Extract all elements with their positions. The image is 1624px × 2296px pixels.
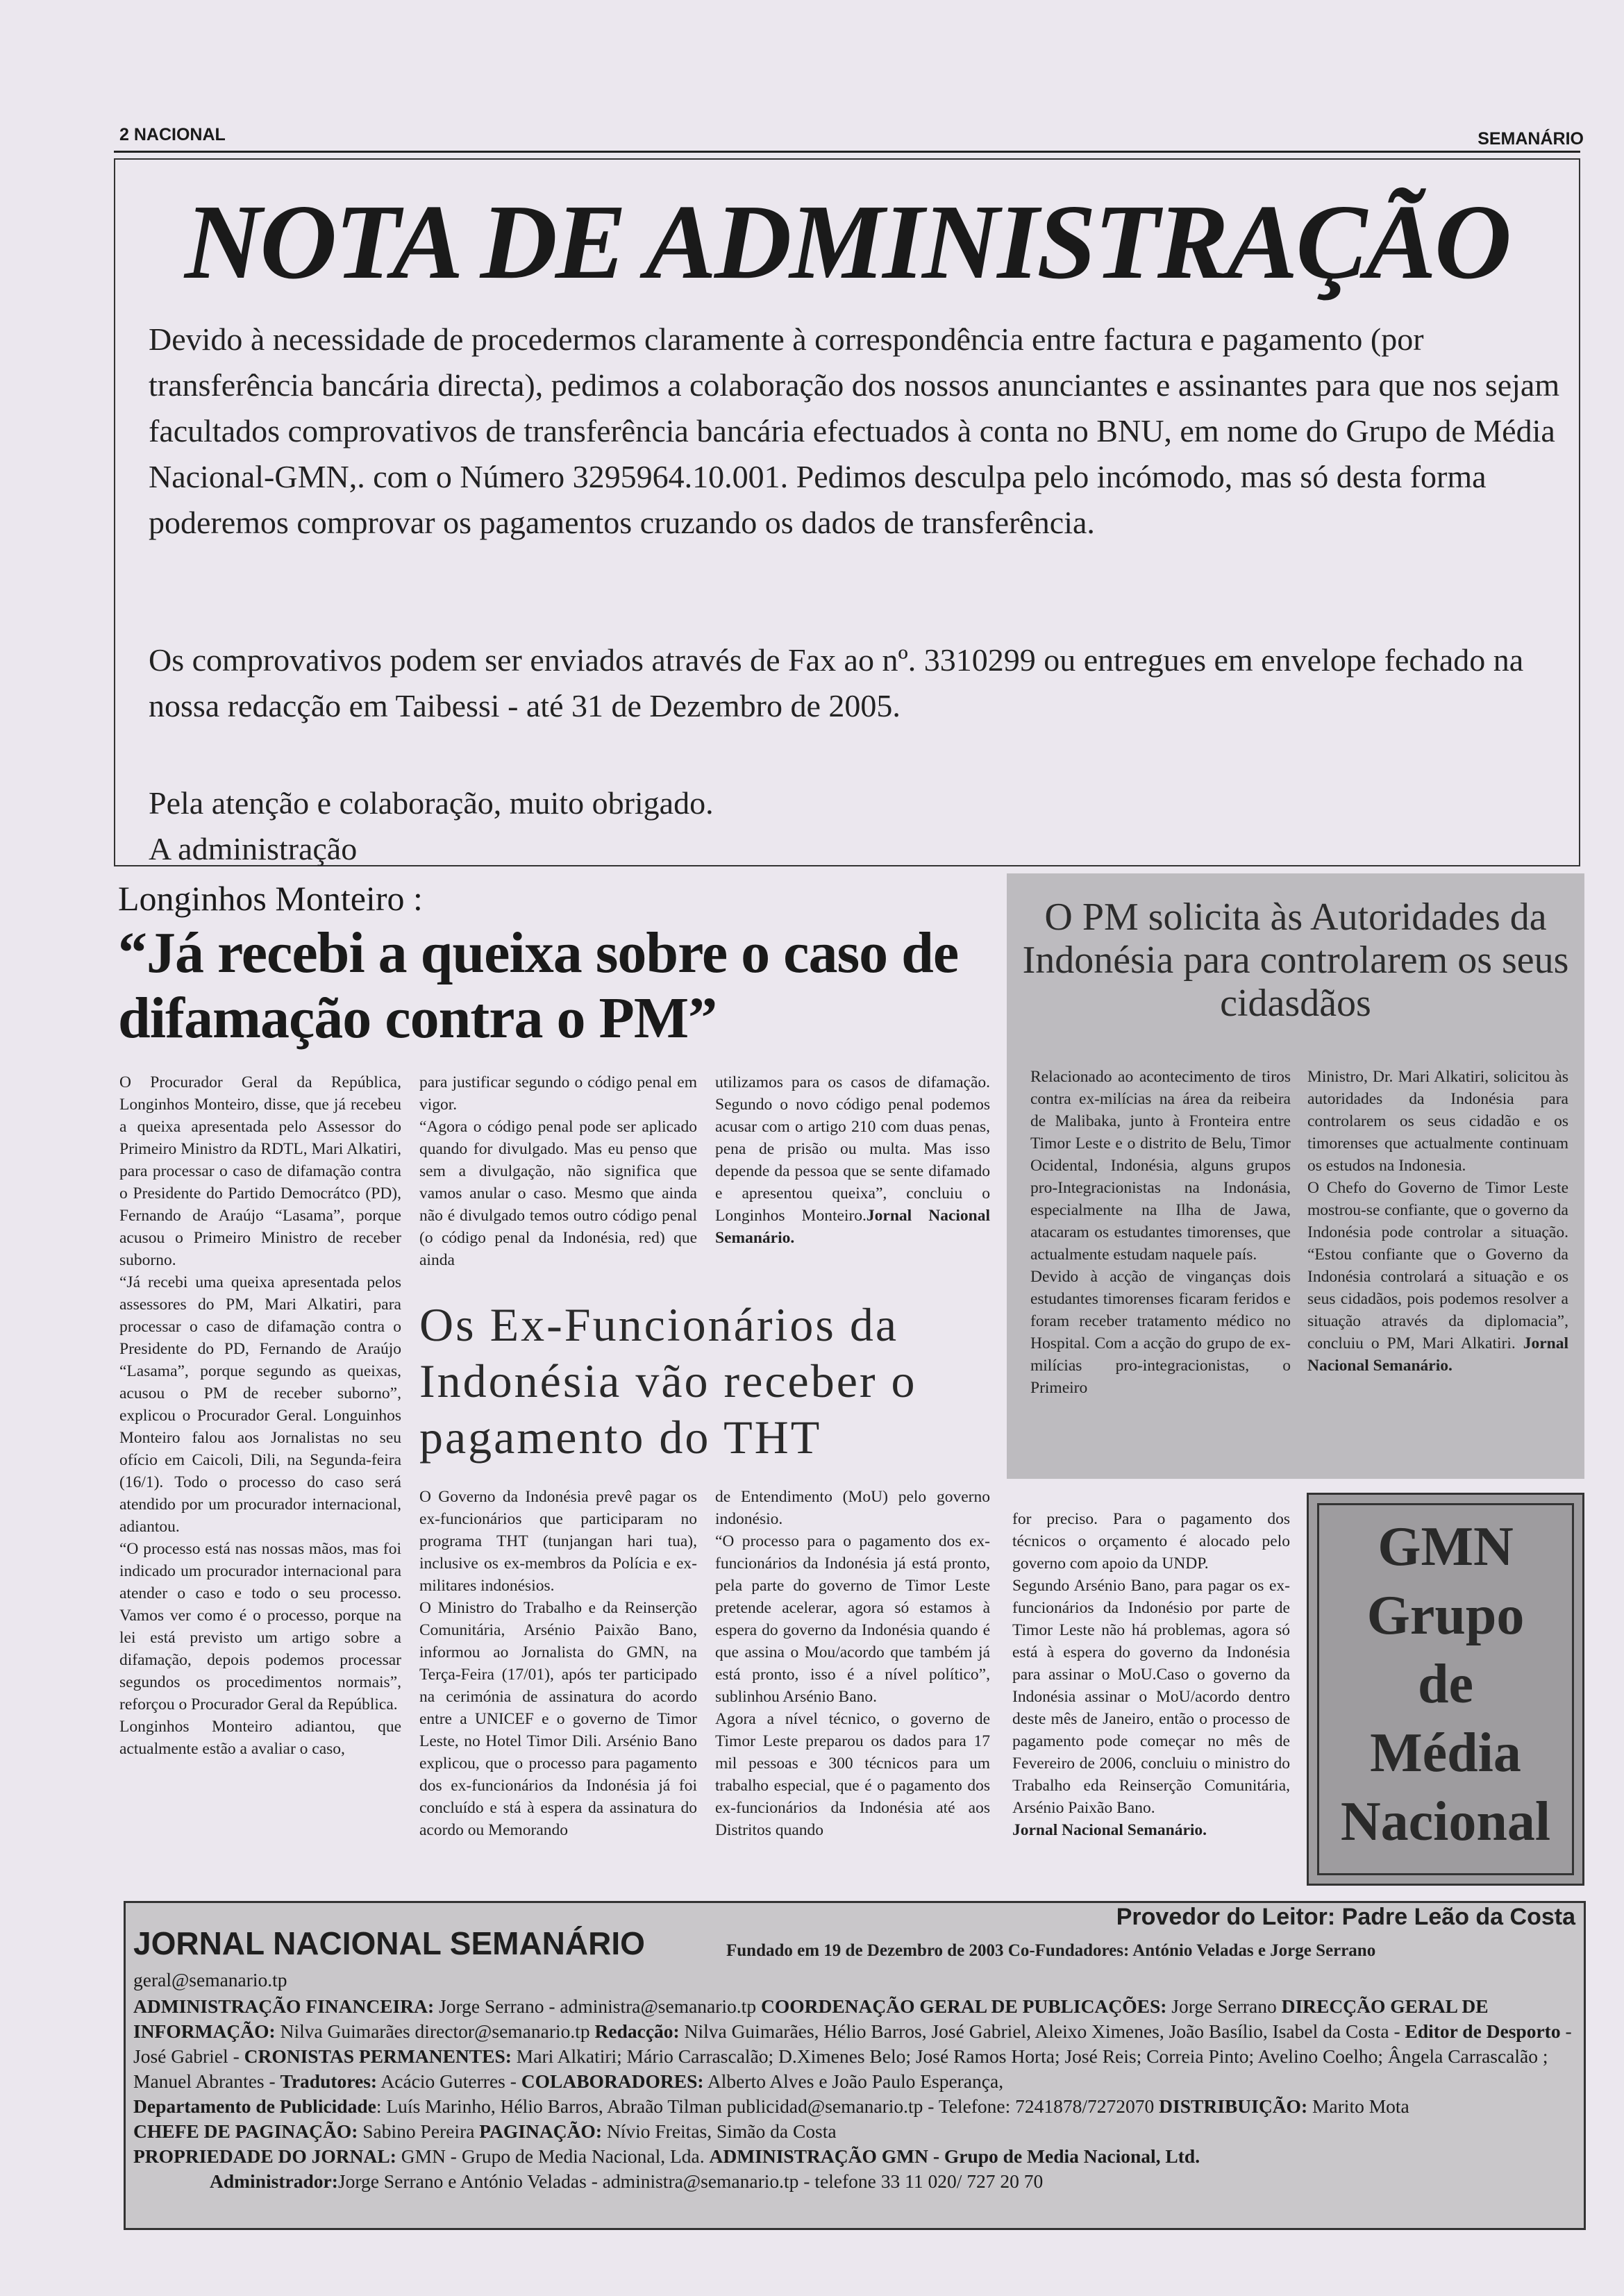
credit-label: COLABORADORES: xyxy=(521,2070,704,2092)
masthead-credits xyxy=(133,1994,1572,2194)
article-2-column-1 xyxy=(419,1486,697,1841)
article-1-paragraph: “Agora o código penal pode ser aplicado quando for divulgado. Mas eu penso que sem a divulgação, não significa que vamos anular o caso. Mesmo que ainda não é divulgado temos outro código penal (o código penal da Indonésia, red) que ainda xyxy=(419,1118,697,1269)
article-1-headline: “Já recebi a queixa sobre o caso de difamação contra o PM” xyxy=(118,921,959,1050)
article-2-paragraph: Segundo Arsénio Bano, para pagar os ex-funcionários da Indonésio por parte de Timor Leste não há problemas, agora só está à espera do governo da Indonésia para assinar o MoU.Caso o governo da Indonésia assinar o MoU/acordo dentro deste mês de Janeiro, então o processo de pagamento pode começar no mês de Fevereiro de 2006, concluiu o ministro do Trabalho eda Reinserção Comunitária, Arsénio Paixão Bano. xyxy=(1012,1577,1290,1817)
credit-label: CHEFE DE PAGINAÇÃO: xyxy=(133,2120,358,2142)
credit-label: ADMINISTRAÇÃO GMN - Grupo de Media Nacional, Ltd. xyxy=(709,2145,1200,2167)
credit-value: GMN - Grupo de Media Nacional, Lda. xyxy=(396,2145,710,2167)
gmn-logo-line: Grupo xyxy=(1366,1585,1525,1646)
article-2-paragraph: “O processo para o pagamento dos ex-funcionários da Indonésia já está pronto, pela parte do governo de Timor Leste pretende acelerar, agora só estamos à espera do governo da Indonésia quando é que assina o Mou/acordo que também já está pronto, isso é a nível político”, sublinhou Arsénio Bano. xyxy=(715,1532,990,1706)
credit-label: PROPRIEDADE DO JORNAL: xyxy=(133,2145,396,2167)
gmn-logo-line: GMN xyxy=(1378,1516,1514,1577)
credit-label: PAGINAÇÃO: xyxy=(479,2120,602,2142)
article-3-paragraph: O Chefo do Governo de Timor Leste mostrou-se confiante, que o governo da Indonésia pode controlar a situação. “Estou confiante que o Governo da Indonésia controlará a situação e os seus cidadãos, pois podemos resolver a situação através da diplomacia”, concluiu o PM, Mari Alkatiri. xyxy=(1307,1179,1568,1352)
article-1-kicker: Longinhos Monteiro : xyxy=(118,879,423,918)
article-1-paragraph: utilizamos para os casos de difamação. Segundo o novo código penal podemos acusar com o artigo 210 com duas penas, pena de prisão ou multa. Mas isso depende da pessoa que se sente difamado e apresentou queixa”, concluiu o Longinhos Monteiro. xyxy=(715,1073,990,1225)
credit-value: Nilva Guimarães director@semanario.tp xyxy=(275,2020,595,2042)
gmn-logo-line: Nacional xyxy=(1340,1791,1551,1852)
article-2-column-3 xyxy=(1012,1508,1290,1841)
article-1-column-2 xyxy=(419,1071,697,1271)
credit-value: Nívio Freitas, Simão da Costa xyxy=(601,2120,837,2142)
notice-paragraph-1: Devido à necessidade de procedermos claramente à correspondência entre factura e pagamento (por transferência bancária directa), pedimos a colaboração dos nossos anunciantes e assinantes para que nos sejam facultados comprovativos de transferência bancária efectuados à conta no BNU, em nome do Grupo de Média Nacional-GMN,. com o Número 3295964.10.001. Pedimos desculpa pelo incómodo, mas só desta forma poderemos comprovar os pagamentos cruzando os dados de transferência. xyxy=(149,321,1560,540)
credit-value: Jorge Serrano - administra@semanario.tp xyxy=(434,1995,761,2017)
article-3-column-1 xyxy=(1030,1066,1291,1399)
article-2-paragraph: O Ministro do Trabalho e da Reinserção Comunitária, Arsénio Paixão Bano, informou ao Jornalista do GMN, na Terça-Feira (17/01), após ter participado na cerimónia de assinatura do acordo entre a UNICEF e o governo de Timor Leste, no Hotel Timor Dili. Arsénio Bano explicou, que o processo para pagamento dos ex-funcionários da Indonésia já foi concluído e stá à espera da assinatura do acordo ou Memorando xyxy=(419,1599,697,1839)
notice-closing-1: Pela atenção e colaboração, muito obrigado. xyxy=(149,785,714,821)
credit-label: Tradutores: xyxy=(280,2070,378,2092)
article-3-column-2 xyxy=(1307,1066,1568,1377)
article-1-column-3 xyxy=(715,1071,990,1249)
credit-label: Editor de Desporto xyxy=(1405,2020,1561,2042)
credit-value: Nilva Guimarães, Hélio Barros, José Gabriel, Aleixo Ximenes, João Basílio, Isabel da Costa - xyxy=(679,2020,1405,2042)
article-2-signature: Jornal Nacional Semanário. xyxy=(1012,1821,1207,1839)
credit-label: Redacção: xyxy=(594,2020,680,2042)
credit-label: CRONISTAS PERMANENTES: xyxy=(244,2045,512,2067)
credit-value: Jorge Serrano xyxy=(1166,1995,1282,2017)
credit-value: Jorge Serrano e António Veladas - administra@semanario.tp - telefone 33 11 020/ 727 20 70 xyxy=(337,2170,1044,2192)
credit-value: Mari Alkatiri; Mário Carrascalão; D.Ximenes Belo; José Ramos Horta; José Reis; Correia Pinto; Avelino Coelho; Ângela Carrascalão ; Manuel Abrantes - xyxy=(133,2045,1548,2092)
article-1-column-1 xyxy=(119,1071,401,1760)
notice-closing-2: A administração xyxy=(149,831,358,866)
gmn-logo-text xyxy=(1309,1513,1582,1857)
article-1-paragraph: para justificar segundo o código penal em vigor. xyxy=(419,1073,697,1114)
credit-label: DIRECÇÃO GERAL DE INFORMAÇÃO: xyxy=(133,1995,1489,2042)
paper-label: SEMANÁRIO xyxy=(1477,129,1584,149)
credit-label: Departamento de Publicidade xyxy=(133,2095,376,2117)
credit-value: : Luís Marinho, Hélio Barros, Abraão Tilman publicidad@semanario.tp - Telefone: 7241878/7272070 xyxy=(376,2095,1160,2117)
article-2-paragraph: de Entendimento (MoU) pelo governo indonésio. xyxy=(715,1488,990,1528)
article-2-headline: Os Ex-Funcionários da Indonésia vão receber o pagamento do THT xyxy=(419,1298,917,1464)
article-3-paragraph: Ministro, Dr. Mari Alkatiri, solicitou às autoridades da Indonésia para controlarem os seus cidadão e os timorenses que actualmente continuam os estudos na Indonesia. xyxy=(1307,1068,1568,1175)
article-2-paragraph: for preciso. Para o pagamento dos técnicos o orçamento é alocado pelo governo com apoio da UNDP. xyxy=(1012,1510,1290,1573)
article-2-column-2 xyxy=(715,1486,990,1841)
masthead-title: JORNAL NACIONAL SEMANÁRIO xyxy=(133,1925,645,1961)
header-rule xyxy=(114,151,1580,153)
article-3-paragraph: Devido à acção de vinganças dois estudantes timorenses ficaram feridos e foram receber tratamento médico no Hospital. Com a acção do grupo de ex-milícias pro-integracionistas, o Primeiro xyxy=(1030,1268,1291,1397)
masthead-founded: Fundado em 19 de Dezembro de 2003 Co-Fundadores: António Veladas e Jorge Serrano xyxy=(726,1941,1376,1960)
article-2-paragraph: Agora a nível técnico, o governo de Timor Leste preparou os dados para 17 mil pessoas e 300 técnicos para um trabalho especial, que é o pagamento dos ex-funcionários da Indonésia até aos Distritos quando xyxy=(715,1710,990,1839)
section-label: 2 NACIONAL xyxy=(119,125,226,144)
article-1-paragraph: Longinhos Monteiro adiantou, que actualmente estão a avaliar o caso, xyxy=(119,1718,401,1758)
article-3-paragraph: Relacionado ao acontecimento de tiros contra ex-milícias na área da reibeira de Malibaka, junto à Fronteira entre Timor Leste e o distrito de Belu, Timor Ocidental, Indonésia, alguns grupos pro-Integracionistas na Indonásia, especialmente na Ilha de Jawa, atacaram os estudantes timorenses, que actualmente estudam naquele país. xyxy=(1030,1068,1291,1264)
credit-value: Acácio Guterres - xyxy=(377,2070,521,2092)
credit-value: - José Gabriel - xyxy=(133,2020,1572,2067)
gmn-logo-line: Média xyxy=(1370,1723,1521,1784)
credit-label: COORDENAÇÃO GERAL DE PUBLICAÇÕES: xyxy=(760,1995,1167,2017)
masthead-provider: Provedor do Leitor: Padre Leão da Costa xyxy=(1116,1904,1575,1930)
article-1-paragraph: O Procurador Geral da República, Longinhos Monteiro, disse, que já recebeu a queixa apresentada pelo Assessor do Primeiro Ministro da RDTL, Mari Alkatiri, para processar o caso de difamação contra o Presidente do Partido Democrátco (PD), Fernando de Araújo “Lasama”, porque acusou o Primeiro Ministro de receber suborno. xyxy=(119,1073,401,1269)
article-1-paragraph: “Já recebi uma queixa apresentada pelos assessores do PM, Mari Alkatiri, para processar o caso de difamação contra o Presidente do PD, Fernando de Araújo “Lasama”, porque segundo as queixas, acusou o PM de receber suborno”, explicou o Procurador Geral. Longuinhos Monteiro falou aos Jornalistas no seu ofício em Caicoli, Dili, na Segunda-feira (16/1). Todo o processo do caso será atendido por um procurador internacional, adiantou. xyxy=(119,1273,401,1536)
notice-title: NOTA DE ADMINISTRAÇÃO xyxy=(184,183,1510,301)
article-2-paragraph: O Governo da Indonésia prevê pagar os ex-funcionários que participaram no programa THT (tunjangan hari tua), inclusive os ex-membros da Polícia e ex-militares indonésios. xyxy=(419,1488,697,1595)
gmn-logo-line: de xyxy=(1418,1654,1473,1715)
credit-value: Alberto Alves e João Paulo Esperança, xyxy=(703,2070,1004,2092)
article-1-paragraph: “O processo está nas nossas mãos, mas foi indicado um procurador internacional para atender o caso e todo o seu processo. Vamos ver como é o processo, porque na lei está previsto um artigo sobre a difamação, depois podemos processar segundos os procedimentos normais”, reforçou o Procurador Geral da República. xyxy=(119,1540,401,1713)
article-3-signature: Jornal Nacional Semanário. xyxy=(1307,1334,1568,1375)
credit-label: DISTRIBUIÇÃO: xyxy=(1159,2095,1308,2117)
credit-value: Sabino Pereira xyxy=(358,2120,480,2142)
article-3-headline: O PM solicita às Autoridades da Indonésia para controlarem os seus cidasdãos xyxy=(1022,896,1569,1025)
credit-label: ADMINISTRAÇÃO FINANCEIRA: xyxy=(133,1995,435,2017)
credit-value: Marito Mota xyxy=(1307,2095,1409,2117)
gmn-logo-box xyxy=(1307,1493,1584,1886)
notice-paragraph-2: Os comprovativos podem ser enviados através de Fax ao nº. 3310299 ou entregues em envelope fechado na nossa redacção em Taibessi - até 31 de Dezembro de 2005. xyxy=(149,642,1524,723)
article-1-signature: Jornal Nacional Semanário. xyxy=(715,1207,990,1247)
credit-label: Administrador: xyxy=(210,2170,338,2192)
masthead-email: geral@semanario.tp xyxy=(133,1969,287,1991)
